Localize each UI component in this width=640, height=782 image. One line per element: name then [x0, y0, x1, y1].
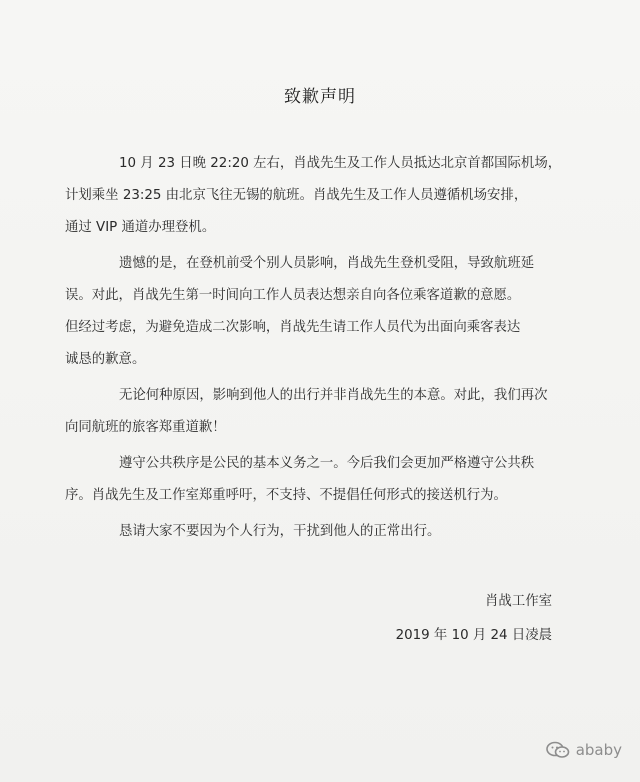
text-line: 恳请大家不要因为个人行为，干扰到他人的正常出行。 [119, 524, 441, 539]
text-line: 误。对此，肖战先生第一时间向工作人员表达想亲自向各位乘客道歉的意愿。 [65, 288, 521, 303]
statement-body [65, 148, 562, 552]
paragraph-1 [65, 148, 562, 244]
wechat-icon [546, 741, 570, 759]
paragraph-5 [92, 516, 562, 548]
text-line: 无论何种原因，影响到他人的出行并非肖战先生的本意。对此，我们再次 [119, 388, 548, 403]
text-line: 向同航班的旅客郑重道歉！ [65, 420, 226, 435]
text-line: 遵守公共秩序是公民的基本义务之一。今后我们会更加严格遵守公共秩 [119, 456, 535, 471]
signature-date: 2019 年 10 月 24 日凌晨 [395, 628, 552, 643]
text-line: 但经过考虑，为避免造成二次影响，肖战先生请工作人员代为出面向乘客表达 [65, 320, 521, 335]
watermark-text: ababy [575, 741, 622, 759]
paragraph-2 [65, 248, 562, 376]
document-title: 致歉声明 [284, 87, 356, 107]
paragraph-3 [65, 380, 562, 444]
signature: 肖战工作室 [485, 594, 552, 609]
text-line: 诚恳的歉意。 [65, 352, 146, 367]
text-line: 10 月 23 日晚 22:20 左右，肖战先生及工作人员抵达北京首都国际机场， [119, 156, 562, 171]
paragraph-4 [65, 448, 562, 512]
text-line: 遗憾的是，在登机前受个别人员影响，肖战先生登机受阻，导致航班延 [119, 256, 535, 271]
text-line: 计划乘坐 23:25 由北京飞往无锡的航班。肖战先生及工作人员遵循机场安排， [65, 188, 528, 203]
watermark [546, 741, 622, 759]
text-line: 通过 VIP 通道办理登机。 [65, 220, 216, 235]
text-line: 序。肖战先生及工作室郑重呼吁，不支持、不提倡任何形式的接送机行为。 [65, 488, 507, 503]
